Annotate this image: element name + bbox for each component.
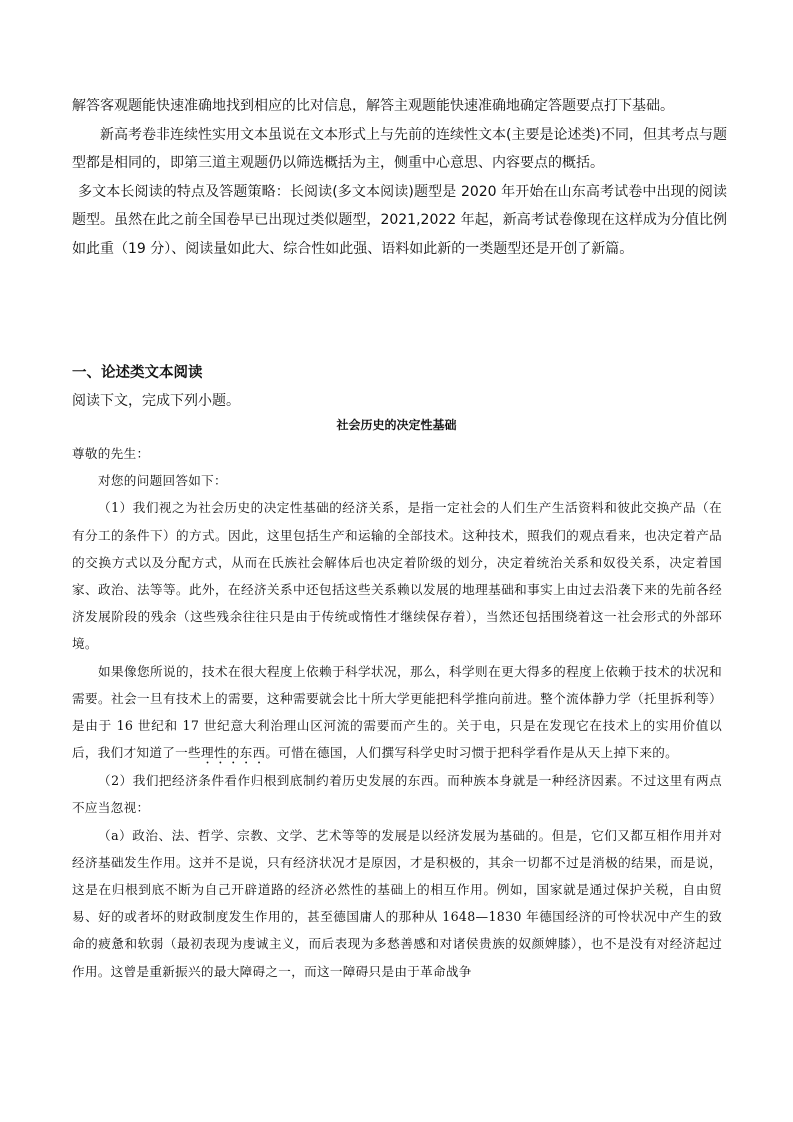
article-paragraph-2-text-a: 如果像您所说的，技术在很大程度上依赖于科学状况，那么，科学则在更大得多的程度上依赖于技术的状况和需要。社会一旦有技术上的需要，这种需要就会比十所大学更能把科学推向前进。整个流体静力学（托里拆利等）是由于 16 世纪和 17 世纪意大利治理山区河流的需要而产生的。关于电，只是在发现它在技术上的实用价值以后，我们才知道了一些 <box>72 663 722 761</box>
intro-paragraph-2: 新高考卷非连续性实用文本虽说在文本形式上与先前的连续性文本(主要是论述类)不同，但其考点与题型都是相同的，即第三道主观题仍以筛选概括为主，侧重中心意思、内容要点的概括。 <box>72 126 727 171</box>
article-paragraph-2 <box>72 658 722 768</box>
article-salutation: 尊敬的先生： <box>72 446 150 461</box>
article-opening: 对您的问题回答如下： <box>98 473 227 489</box>
intro-section <box>72 92 727 263</box>
intro-paragraph-3: 多文本长阅读的特点及答题策略：长阅读(多文本阅读)题型是 2020 年开始在山东高考试卷中出现的阅读题型。虽然在此之前全国卷早已出现过类似题型，2021,2022 年起，新高考试卷像现在这样成为分值比例如此重（19 分）、阅读量如此大、综合性如此强、语料如此新的一类题型还是开创了新篇。 <box>72 183 727 257</box>
section-instruction: 阅读下文，完成下列小题。 <box>72 393 240 409</box>
intro-paragraph-1: 解答客观题能快速准确地找到相应的比对信息，解答主观题能快速准确地确定答题要点打下基础。 <box>72 98 674 114</box>
article-title: 社会历史的决定性基础 <box>336 418 457 432</box>
section-heading: 一、论述类文本阅读 <box>72 365 203 381</box>
emphasis-dotted-text: 理性的东西 <box>200 745 266 761</box>
article-paragraph-3: （2）我们把经济条件看作归根到底制约着历史发展的东西。而种族本身就是一种经济因素。不过这里有两点不应当忽视： <box>72 773 722 816</box>
article-paragraph-1: （1）我们视之为社会历史的决定性基础的经济关系，是指一定社会的人们生产生活资料和彼此交换产品（在有分工的条件下）的方式。因此，这里包括生产和运输的全部技术。这种技术，照我们的观点看来，也决定着产品的交换方式以及分配方式，从而在氏族社会解体后也决定着阶级的划分，决定着统治关系和奴役关系，决定着国家、政治、法等等。此外，在经济关系中还包括这些关系赖以发展的地理基础和事实上由过去沿袭下来的先前各经济发展阶段的残余（这些残余往往只是由于传统或惰性才继续保存着），当然还包括围绕着这一社会形式的外部环境。 <box>72 500 722 652</box>
article-paragraph-4: （a）政治、法、哲学、宗教、文学、艺术等等的发展是以经济发展为基础的。但是，它们又都互相作用并对经济基础发生作用。这并不是说，只有经济状况才是原因，才是积极的，其余一切都不过是消极的结果，而是说，这是在归根到底不断为自己开辟道路的经济必然性的基础上的相互作用。例如，国家就是通过保护关税，自由贸易、好的或者坏的财政制度发生作用的，甚至德国庸人的那种从 1648—1830 年德国经济的可怜状况中产生的致命的疲惫和软弱（最初表现为虔诚主义，而后表现为多愁善感和对诸侯贵族的奴颜婢膝），也不是没有对经济起过作用。这曾是重新振兴的最大障碍之一，而这一障碍只是由于革命战争 <box>72 827 722 979</box>
article-paragraph-2-text-b: 。可惜在德国，人们撰写科学史时习惯于把科学看作是从天上掉下来的。 <box>265 745 679 761</box>
article-body <box>72 440 722 985</box>
